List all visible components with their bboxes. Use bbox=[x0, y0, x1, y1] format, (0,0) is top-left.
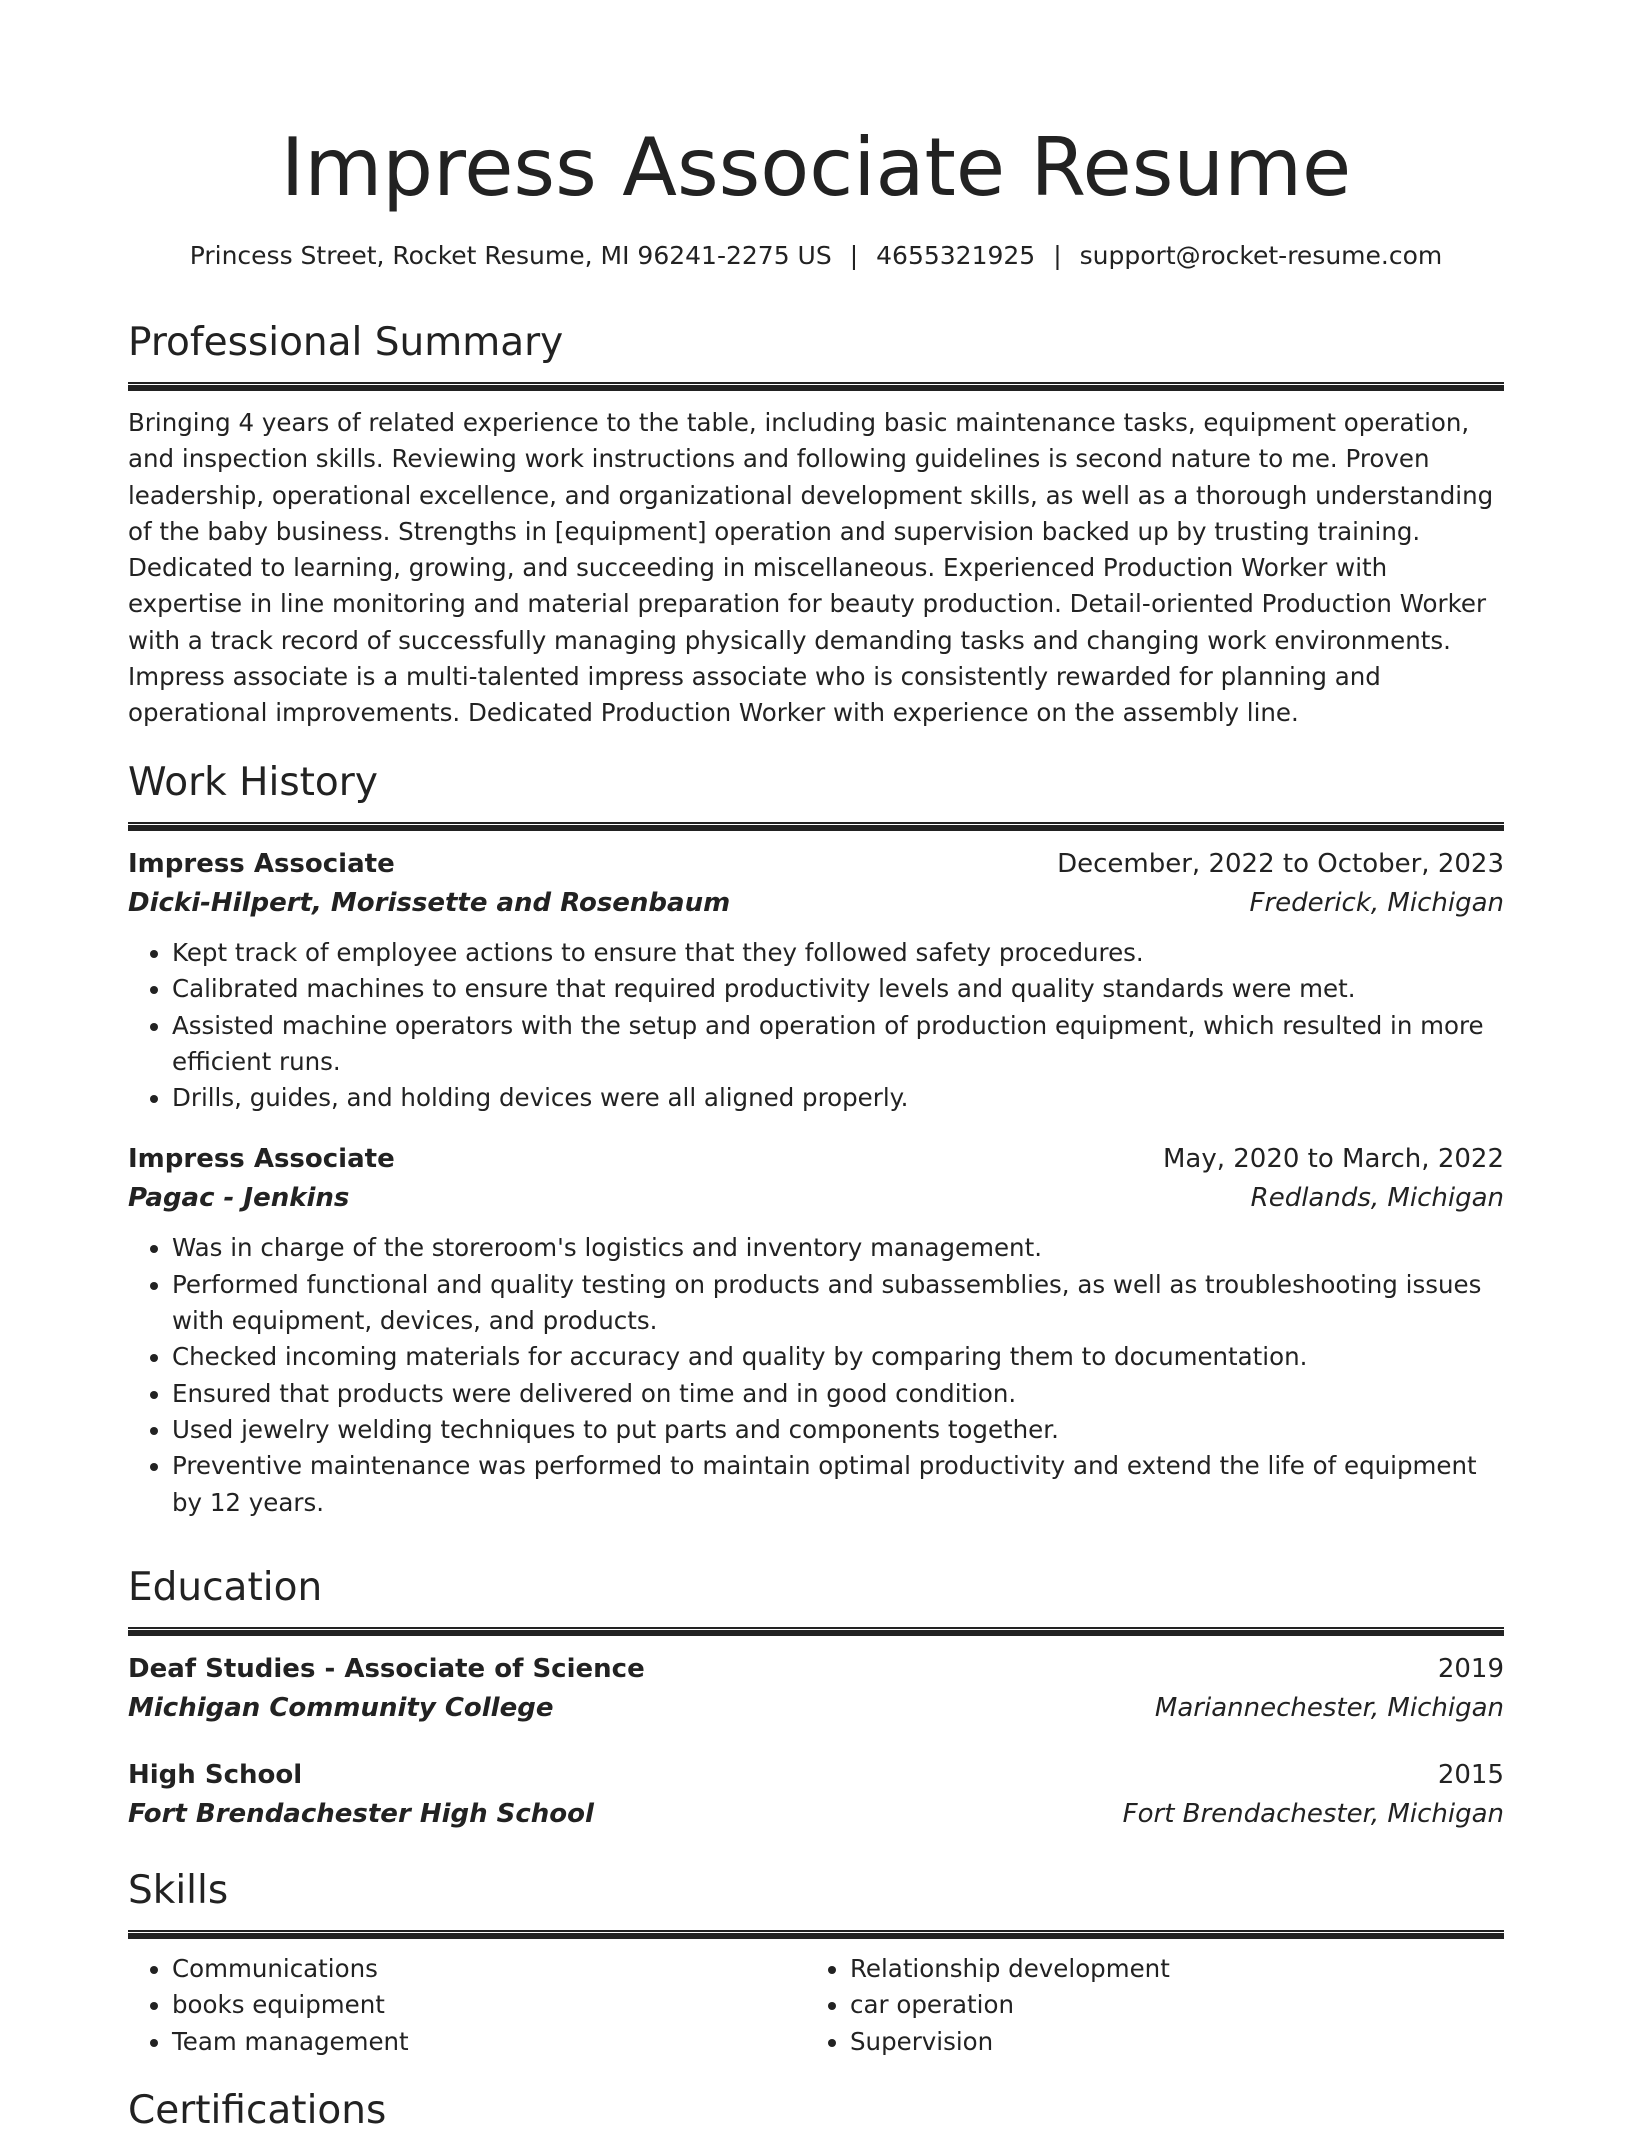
contact-address: Princess Street, Rocket Resume, MI 96241-2275 US bbox=[189, 241, 832, 270]
job-title: Impress Associate bbox=[128, 1144, 395, 1175]
job-bullet: • Was in charge of the storeroom's logistics and inventory management. bbox=[172, 1230, 1504, 1266]
section-divider bbox=[128, 1930, 1504, 1939]
work-section bbox=[128, 758, 1504, 1521]
skill-item: • books equipment bbox=[172, 1987, 806, 2023]
job-bullet: • Assisted machine operators with the setup and operation of production equipment, which resulted in more efficient runs. bbox=[172, 1008, 1504, 1081]
contact-email: support@rocket-resume.com bbox=[1079, 241, 1443, 270]
section-divider bbox=[128, 1627, 1504, 1636]
job-bullet: • Drills, guides, and holding devices were all aligned properly. bbox=[172, 1080, 1504, 1116]
job-location: Redlands, Michigan bbox=[1250, 1183, 1504, 1214]
school-location: Mariannechester, Michigan bbox=[1154, 1693, 1504, 1723]
skill-item: • car operation bbox=[850, 1987, 1484, 2023]
job-bullet: • Ensured that products were delivered on time and in good condition. bbox=[172, 1376, 1504, 1412]
skills-columns bbox=[128, 1951, 1504, 2060]
contact-phone: 4655321925 bbox=[876, 241, 1036, 270]
job-bullet: • Used jewelry welding techniques to put parts and components together. bbox=[172, 1412, 1504, 1448]
school-name: Michigan Community College bbox=[128, 1693, 554, 1723]
certifications-heading: Certifications bbox=[128, 2088, 387, 2133]
job-company: Pagac - Jenkins bbox=[128, 1183, 350, 1214]
contact-line bbox=[128, 238, 1504, 274]
job-title: Impress Associate bbox=[128, 849, 395, 879]
job-bullet: • Preventive maintenance was performed to maintain optimal productivity and extend the life of equipment by 12 years. bbox=[172, 1448, 1504, 1521]
job-bullets bbox=[128, 935, 1504, 1116]
school-name: Fort Brendachester High School bbox=[128, 1799, 594, 1829]
skills-list-left bbox=[128, 1951, 806, 2060]
skills-section bbox=[128, 1866, 1504, 2060]
job-bullets bbox=[128, 1230, 1504, 1520]
job-company: Dicki-Hilpert, Morissette and Rosenbaum bbox=[128, 888, 731, 918]
degree-name: High School bbox=[128, 1760, 303, 1790]
education-year: 2019 bbox=[1437, 1654, 1504, 1684]
skills-heading: Skills bbox=[128, 1868, 229, 1913]
job-dates: December, 2022 to October, 2023 bbox=[1057, 849, 1504, 879]
education-entry bbox=[128, 1756, 1504, 1834]
section-divider bbox=[128, 382, 1504, 391]
job-bullet: • Calibrated machines to ensure that required productivity levels and quality standards were met. bbox=[172, 971, 1504, 1007]
education-year: 2015 bbox=[1437, 1760, 1504, 1790]
summary-section bbox=[128, 318, 1504, 732]
skills-list-right bbox=[806, 1951, 1484, 2060]
skill-item: • Team management bbox=[172, 2024, 806, 2060]
summary-text: Bringing 4 years of related experience to the table, including basic maintenance tasks, equipment operation, and inspection skills. Reviewing work instructions and following guidelines is second nature to me. Proven leadership, operational excellence, and organizational development skills, as well as a thorough understanding of the baby business. Strengths in [equipment] operation and supervision backed up by trusting training. Dedicated to learning, growing, and succeeding in miscellaneous. Experienced Production Worker with expertise in line monitoring and material preparation for beauty production. Detail-oriented Production Worker with a track record of successfully managing physically demanding tasks and changing work environments. Impress associate is a multi-talented impress associate who is consistently rewarded for planning and operational improvements. Dedicated Production Worker with experience on the assembly line. bbox=[128, 408, 1494, 728]
skill-item: • Relationship development bbox=[850, 1951, 1484, 1987]
education-heading: Education bbox=[128, 1565, 323, 1610]
skill-item: • Communications bbox=[172, 1951, 806, 1987]
section-divider bbox=[128, 822, 1504, 831]
skill-item: • Supervision bbox=[850, 2024, 1484, 2060]
job-entry bbox=[128, 1140, 1504, 1520]
job-bullet: • Performed functional and quality testing on products and subassemblies, as well as troubleshooting issues with equipment, devices, and products. bbox=[172, 1267, 1504, 1340]
job-bullet: • Checked incoming materials for accuracy and quality by comparing them to documentation. bbox=[172, 1339, 1504, 1375]
job-entry bbox=[128, 845, 1504, 1116]
degree-name: Deaf Studies - Associate of Science bbox=[128, 1654, 645, 1684]
job-bullet: • Kept track of employee actions to ensure that they followed safety procedures. bbox=[172, 935, 1504, 971]
school-location: Fort Brendachester, Michigan bbox=[1122, 1799, 1504, 1829]
education-entry bbox=[128, 1650, 1504, 1728]
work-heading: Work History bbox=[128, 760, 378, 805]
education-section bbox=[128, 1563, 1504, 1834]
contact-separator: | bbox=[849, 241, 859, 270]
job-location: Frederick, Michigan bbox=[1249, 888, 1504, 918]
summary-heading: Professional Summary bbox=[128, 320, 564, 365]
resume-title: Impress Associate Resume bbox=[280, 121, 1352, 214]
contact-separator: | bbox=[1053, 241, 1062, 270]
job-dates: May, 2020 to March, 2022 bbox=[1162, 1144, 1504, 1175]
